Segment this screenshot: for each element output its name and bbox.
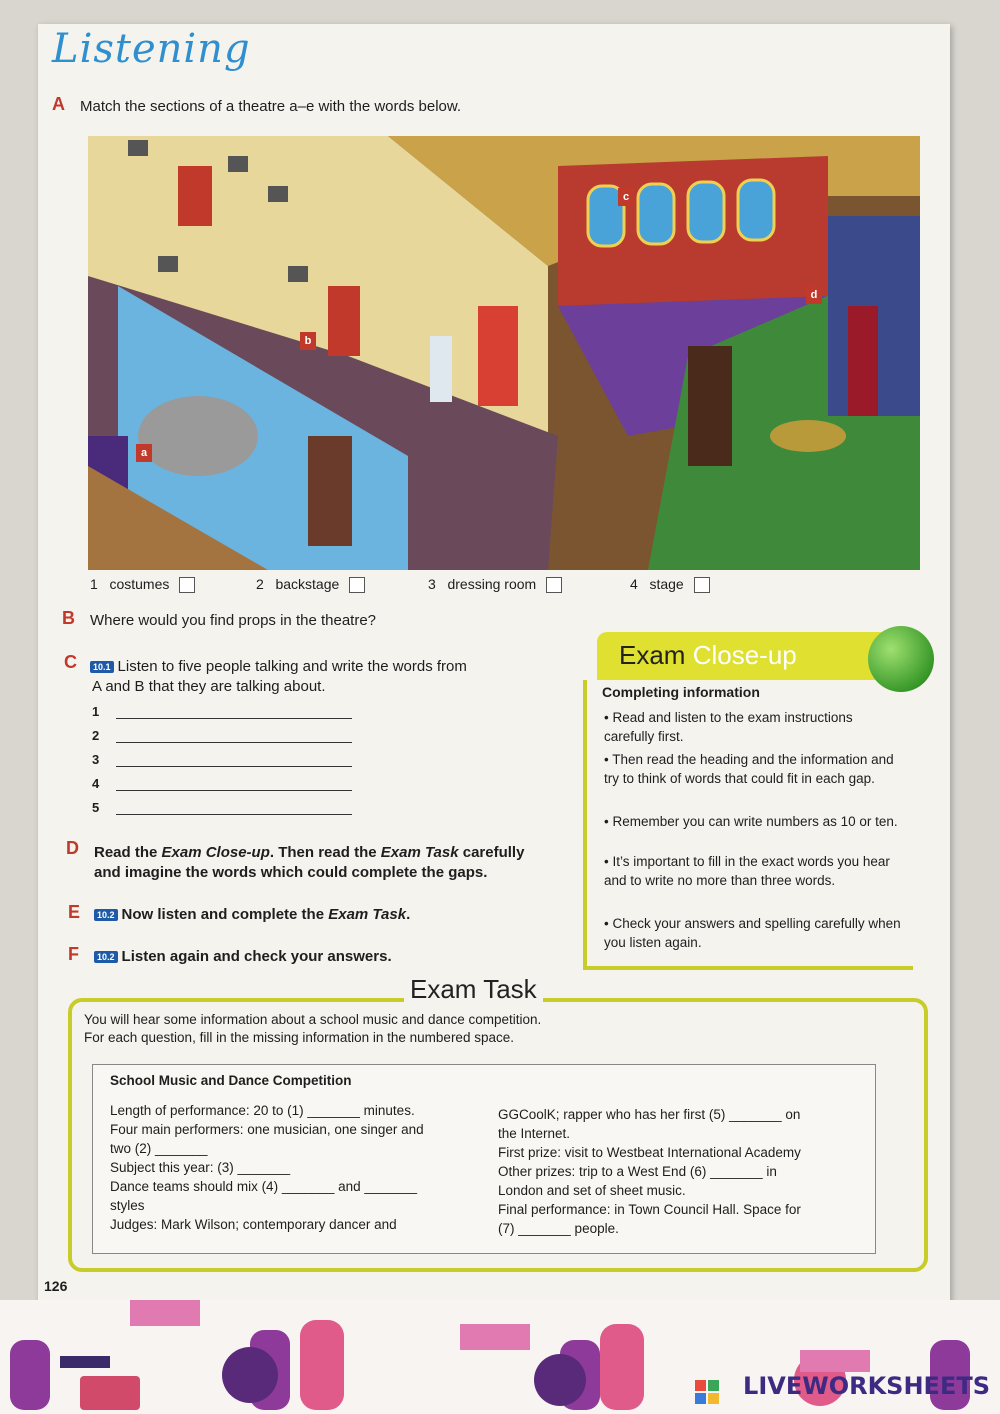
answer-box-dressing-room[interactable] (546, 577, 562, 593)
theatre-illustration (88, 136, 920, 570)
closeup-bullet: • It’s important to fill in the exact words you hear and to write no more than three words. (604, 854, 890, 888)
option-label: stage (649, 576, 684, 592)
closeup-subtitle: Completing information (602, 684, 760, 700)
option-label: costumes (109, 576, 170, 592)
task-left-line: two (2) _______ (110, 1141, 208, 1156)
section-b-letter: B (62, 608, 75, 628)
task-left-line: Subject this year: (3) _______ (110, 1160, 291, 1175)
section-d-letter: D (66, 838, 79, 858)
task-left-line: Length of performance: 20 to (1) _______ minutes. (110, 1103, 415, 1118)
task-right-line: Final performance: in Town Council Hall. Space for (498, 1202, 801, 1217)
option-dressing-room (428, 576, 562, 593)
section-a-instruction: Match the sections of a theatre a–e with the words below. (80, 98, 462, 115)
option-number: 2 (256, 576, 264, 592)
blank-number: 5 (92, 800, 100, 815)
section-c-line2: A and B that they are talking about. (92, 678, 326, 695)
audio-track-icon[interactable]: 10.2 (94, 909, 118, 921)
section-a-letter: A (52, 94, 65, 114)
answer-box-stage[interactable] (694, 577, 710, 593)
answer-line-5[interactable] (116, 814, 352, 815)
text-part: Listen again and check your answers. (121, 948, 392, 965)
task-right-line: GGCoolK; rapper who has her first (5) _______ on (498, 1107, 801, 1122)
theatre-drawing (88, 136, 920, 570)
text-part: . (406, 906, 411, 923)
option-number: 4 (630, 576, 638, 592)
scene-tag-d: d (806, 286, 822, 304)
blank-number: 1 (92, 704, 100, 719)
blank-number: 3 (92, 752, 100, 767)
section-b-instruction: Where would you find props in the theatre? (90, 612, 377, 629)
task-right-line: London and set of sheet music. (498, 1183, 686, 1198)
task-left-line: Four main performers: one musician, one singer and (110, 1122, 424, 1137)
blank-number: 2 (92, 728, 100, 743)
section-f-line (94, 948, 392, 965)
text-part: Now listen and complete the (121, 906, 329, 923)
option-label: dressing room (447, 576, 537, 592)
closeup-bullet: • Then read the heading and the information and try to think of words that could fit in each gap. (604, 752, 894, 786)
bullet-text: Then read the heading and the information and try to think of words that could fit in each gap. (604, 752, 894, 786)
audio-track-icon[interactable]: 10.1 (90, 661, 114, 673)
exam-task-title: Exam Task (404, 974, 543, 1005)
bullet-text: It’s important to fill in the exact words you hear and to write no more than three words. (604, 854, 890, 888)
answer-line-4[interactable] (116, 790, 352, 791)
text-italic: Exam Close-up (161, 844, 270, 861)
text-part: Read the (94, 844, 162, 861)
task-left-line: styles (110, 1198, 145, 1213)
bullet-text: Check your answers and spelling carefully when you listen again. (604, 916, 901, 950)
section-d-line1 (94, 844, 524, 861)
task-right-line: Other prizes: trip to a West End (6) _______ in (498, 1164, 777, 1179)
task-right-line: (7) _______ people. (498, 1221, 619, 1236)
closeup-bullet: • Check your answers and spelling carefully when you listen again. (604, 916, 901, 950)
section-c-text: Listen to five people talking and write the words from (117, 658, 467, 675)
blank-number: 4 (92, 776, 100, 791)
scene-tag-c: c (618, 188, 634, 206)
page-title: Listening (52, 26, 251, 72)
task-heading: School Music and Dance Competition (110, 1073, 352, 1088)
option-label: backstage (275, 576, 340, 592)
section-e-line (94, 906, 410, 923)
liveworksheets-logo-icon (695, 1380, 719, 1404)
answer-line-3[interactable] (116, 766, 352, 767)
text-italic: Exam Task (328, 906, 407, 923)
section-e-letter: E (68, 902, 81, 922)
task-right-line: the Internet. (498, 1126, 571, 1141)
section-f-letter: F (68, 944, 79, 964)
decorative-ball-icon (868, 626, 934, 692)
text-italic: Exam Task (380, 844, 459, 861)
text-part: carefully (458, 844, 525, 861)
closeup-bullet: • Read and listen to the exam instructions carefully first. (604, 710, 853, 744)
task-intro-1: You will hear some information about a school music and dance competition. (84, 1012, 542, 1027)
option-number: 1 (90, 576, 98, 592)
answer-line-1[interactable] (116, 718, 352, 719)
closeup-title-dark: Exam (619, 640, 693, 670)
bullet-text: Read and listen to the exam instructions carefully first. (604, 710, 853, 744)
option-number: 3 (428, 576, 436, 592)
scene-tag-b: b (300, 332, 316, 350)
option-stage (630, 576, 710, 593)
answer-box-backstage[interactable] (349, 577, 365, 593)
section-d-line2: and imagine the words which could complete the gaps. (94, 864, 488, 881)
bullet-text: Remember you can write numbers as 10 or ten. (612, 814, 898, 829)
scene-tag-a: a (136, 444, 152, 462)
section-c-letter: C (64, 652, 77, 672)
closeup-title (619, 640, 797, 671)
audio-track-icon[interactable]: 10.2 (94, 951, 118, 963)
brand-watermark[interactable]: LIVEWORKSHEETS (743, 1372, 990, 1400)
task-left-line: Dance teams should mix (4) _______ and _______ (110, 1179, 417, 1194)
section-c-line1 (90, 658, 467, 675)
option-costumes (90, 576, 195, 593)
task-right-line: First prize: visit to Westbeat International Academy (498, 1145, 801, 1160)
answer-line-2[interactable] (116, 742, 352, 743)
task-intro-2: For each question, fill in the missing information in the numbered space. (84, 1030, 514, 1045)
task-left-line: Judges: Mark Wilson; contemporary dancer and (110, 1217, 397, 1232)
page-number: 126 (44, 1278, 68, 1294)
closeup-title-light: Close-up (692, 640, 797, 670)
closeup-bullet: • Remember you can write numbers as 10 or ten. (604, 814, 898, 829)
option-backstage (256, 576, 365, 593)
answer-box-costumes[interactable] (179, 577, 195, 593)
text-part: . Then read the (269, 844, 381, 861)
